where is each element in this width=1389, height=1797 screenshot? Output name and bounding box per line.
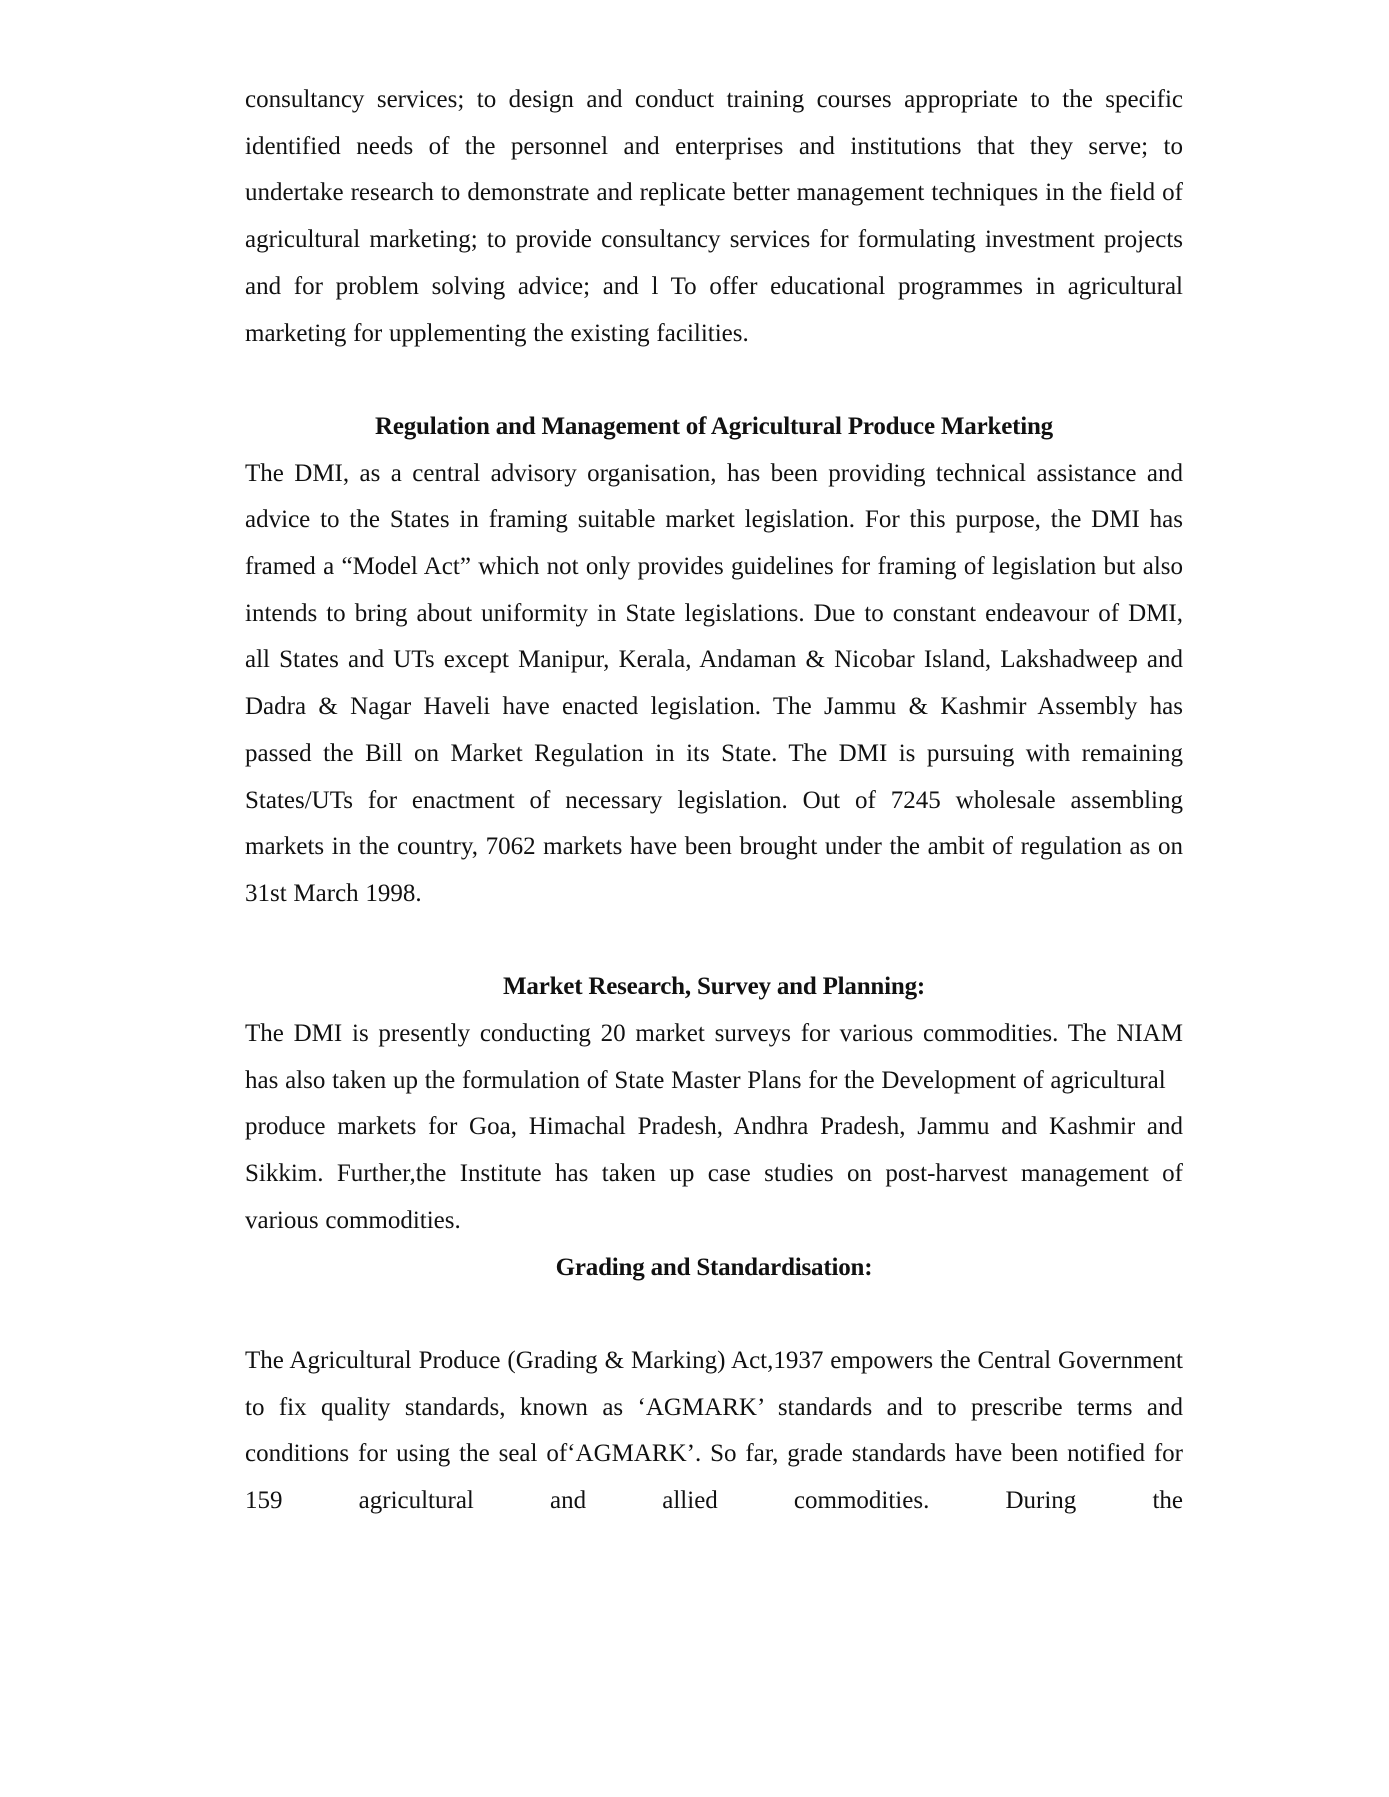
- spacer: [245, 1291, 1183, 1338]
- spacer: [245, 918, 1183, 965]
- paragraph-regulation: The DMI, as a central advisory organisation, has been providing technical assistance and advice to the States in framing suitable market legislation. For this purpose, the DMI has framed a “Model Act” which not only provides guidelines for framing of legislation but also intends to bring about uniformity in State legislations. Due to constant endeavour of DMI, all States and UTs except Manipur, Kerala, Andaman & Nicobar Island, Lakshadweep and Dadra & Nagar Haveli have enacted legislation. The Jammu & Kashmir Assembly has passed the Bill on Market Regulation in its State. The DMI is pursuing with remaining States/UTs for enactment of necessary legislation. Out of 7245 wholesale assembling markets in the country, 7062 markets have been brought under the ambit of regulation as on 31st March 1998.: [245, 459, 1183, 907]
- paragraph-market-research-2: produce markets for Goa, Himachal Pradesh, Andhra Pradesh, Jammu and Kashmir and Sikkim. Further,the Institute has taken up case studies on post-harvest management of various commodities.: [245, 1113, 1183, 1234]
- heading-market-research: Market Research, Survey and Planning:: [503, 973, 925, 1001]
- paragraph-market-research-1: The DMI is presently conducting 20 market surveys for various commodities. The NIAM has also taken up the formulation of State Master Plans for the Development of agricultural: [245, 1020, 1183, 1094]
- paragraph-grading: The Agricultural Produce (Grading & Marking) Act,1937 empowers the Central Government to fix quality standards, known as ‘AGMARK’ standards and to prescribe terms and conditions for using the seal of‘AGMARK’. So far, grade standards have been notified for 159 agricultural and allied commodities. During the: [245, 1346, 1183, 1515]
- heading-grading: Grading and Standardisation:: [555, 1253, 873, 1281]
- paragraph-intro-continuation: consultancy services; to design and conduct training courses appropriate to the specific identified needs of the personnel and enterprises and institutions that they serve; to undertake research to demonstrate and replicate better management techniques in the field of agricultural marketing; to provide consultancy services for formulating investment projects and for problem solving advice; and l To offer educational programmes in agricultural marketing for upplementing the existing facilities.: [245, 86, 1183, 347]
- document-page: [245, 77, 1183, 1525]
- heading-regulation: Regulation and Management of Agricultural Produce Marketing: [375, 412, 1053, 440]
- spacer: [245, 357, 1183, 404]
